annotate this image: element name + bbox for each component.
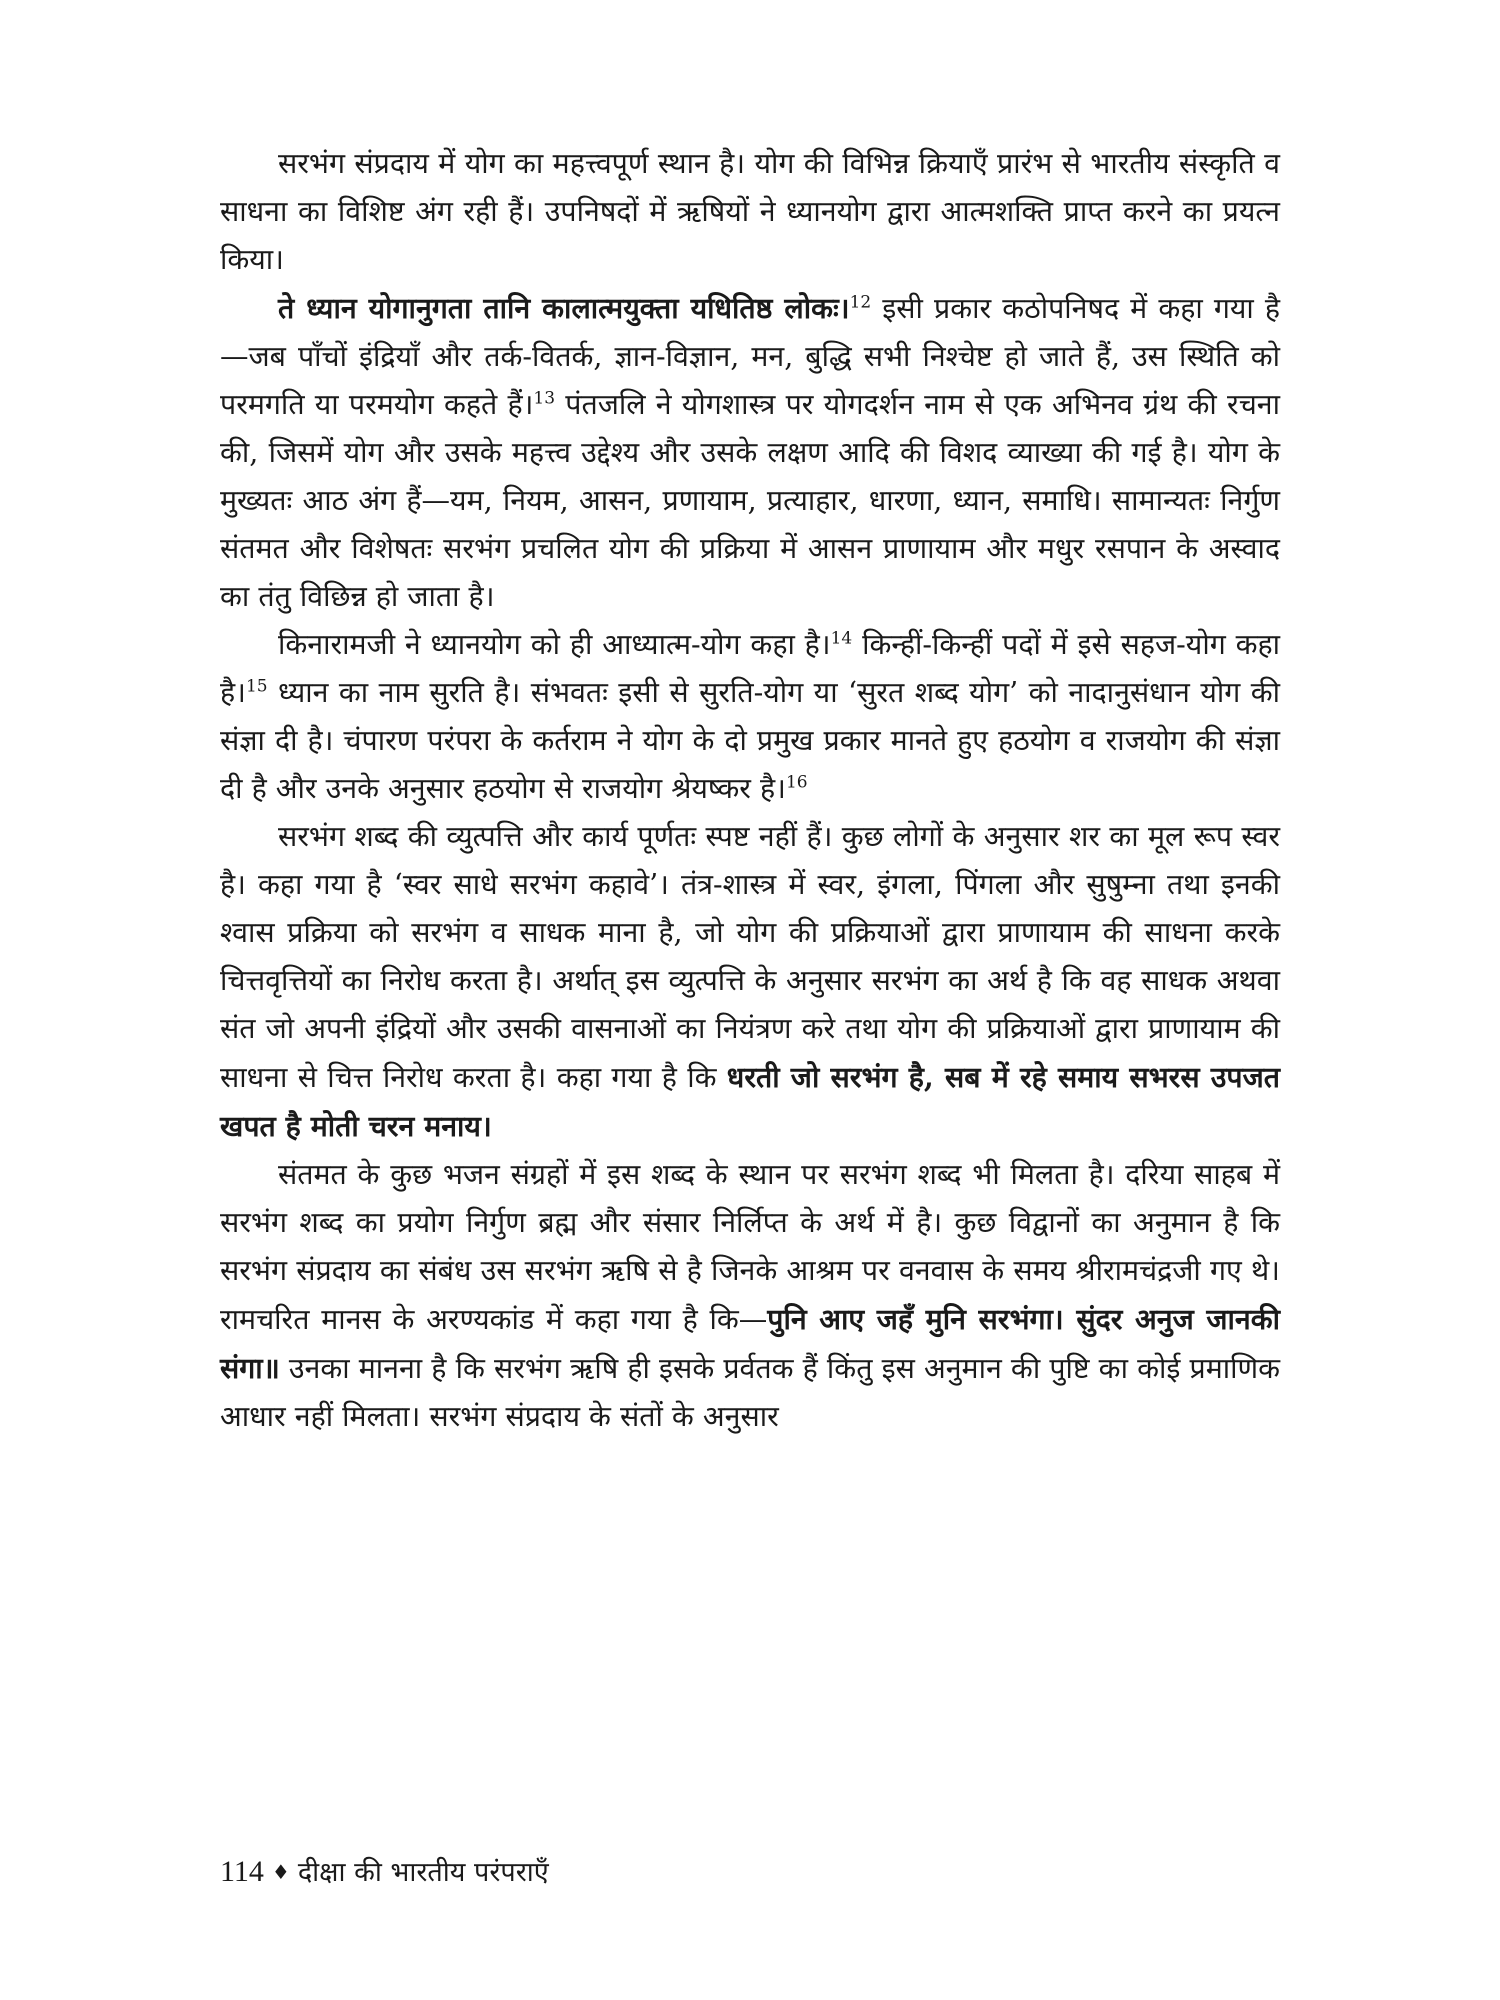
paragraph-1-text: सरभंग संप्रदाय में योग का महत्त्वपूर्ण स्थान है। योग की विभिन्न क्रियाएँ प्रारंभ से भारतीय संस्कृति व साधना का विशिष्ट अंग रही हैं। उपनिषदों में ऋषियों ने ध्यानयोग द्वारा आत्मशक्ति प्राप्त करने का प्रयत्न किया।	[220, 147, 1280, 276]
paragraph-2-text-a: इसी प्रकार कठोपनिषद में कहा गया है—जब पाँचों इंद्रियाँ और तर्क-वितर्क, ज्ञान-विज्ञान, मन, बुद्धि सभी निश्चेष्ट हो जाते हैं, उस स्थिति को परमगति या परमयोग कहते हैं।	[220, 292, 1281, 421]
sanskrit-quote-upanishad: ते ध्यान योगानुगता तानि कालात्मयुक्ता यधितिष्ठ लोकः।	[278, 291, 850, 325]
paragraph-3	[220, 621, 1280, 813]
paragraph-2-text-b: पंतजलि ने योगशास्त्र पर योगदर्शन नाम से एक अभिनव ग्रंथ की रचना की, जिसमें योग और उसके महत्त्व उद्देश्य और उसके लक्षण आदि की विशद व्याख्या की गई है। योग के मुख्यतः आठ अंग हैं—यम, नियम, आसन, प्रणायाम, प्रत्याहार, धारणा, ध्यान, समाधि। सामान्यतः निर्गुण संतमत और विशेषतः सरभंग प्रचलित योग की प्रक्रिया में आसन प्राणायाम और मधुर रसपान के अस्वाद का तंतु विछिन्न हो जाता है।	[220, 388, 1280, 613]
paragraph-5	[220, 1151, 1280, 1441]
page-footer	[220, 1852, 549, 1889]
diamond-separator-icon: ♦	[271, 1860, 290, 1884]
paragraph-3-text-c: ध्यान का नाम सुरति है। संभवतः इसी से सुरति-योग या ‘सुरत शब्द योग’ को नादानुसंधान योग की संज्ञा दी है। चंपारण परंपरा के कर्तराम ने योग के दो प्रमुख प्रकार मानते हुए हठयोग व राजयोग की संज्ञा दी है और उनके अनुसार हठयोग से राजयोग श्रेयष्कर है।	[220, 676, 1280, 805]
page-body	[220, 140, 1280, 1441]
footnote-ref-14[interactable]: 14	[830, 628, 853, 649]
footnote-ref-16[interactable]: 16	[785, 772, 808, 793]
doha-quote-dharti: धरती जो सरभंग है, सब में रहे समाय सभरस उपजत खपत है मोती चरन मनाय।	[220, 1060, 1280, 1143]
paragraph-3-text-b: किन्हीं-किन्हीं पदों में इसे सहज-योग कहा है।	[220, 628, 1280, 709]
footnote-ref-15[interactable]: 15	[245, 676, 268, 697]
paragraph-4	[220, 813, 1280, 1151]
footnote-ref-13[interactable]: 13	[533, 388, 556, 409]
page-number: 114	[220, 1855, 264, 1888]
paragraph-4-text: सरभंग शब्द की व्युत्पत्ति और कार्य पूर्णतः स्पष्ट नहीं हैं। कुछ लोगों के अनुसार शर का मूल रूप स्वर है। कहा गया है ‘स्वर साधे सरभंग कहावे’। तंत्र-शास्त्र में स्वर, इंगला, पिंगला और सुषुम्ना तथा इनकी श्वास प्रक्रिया को सरभंग व साधक माना है, जो योग की प्रक्रियाओं द्वारा प्राणायाम की साधना करके चित्तवृत्तियों का निरोध करता है। अर्थात् इस व्युत्पत्ति के अनुसार सरभंग का अर्थ है कि वह साधक अथवा संत जो अपनी इंद्रियों और उसकी वासनाओं का नियंत्रण करे तथा योग की प्रक्रियाओं द्वारा प्राणायाम की साधना से चित्त निरोध करता है। कहा गया है कि	[220, 820, 1280, 1094]
paragraph-2	[220, 284, 1280, 621]
book-title: दीक्षा की भारतीय परंपराएँ	[297, 1857, 549, 1888]
ramcharitmanas-quote: पुनि आए जहँ मुनि सरभंगा। सुंदर अनुज जानकी संगा॥	[220, 1302, 1280, 1385]
paragraph-3-text-a: किनारामजी ने ध्यानयोग को ही आध्यात्म-योग कहा है।	[278, 628, 831, 661]
paragraph-1	[220, 140, 1280, 284]
paragraph-5-text-b: उनका मानना है कि सरभंग ऋषि ही इसके प्रर्वतक हैं किंतु इस अनुमान की पुष्टि का कोई प्रमाणिक आधार नहीं मिलता। सरभंग संप्रदाय के संतों के अनुसार	[220, 1352, 1280, 1433]
footnote-ref-12[interactable]: 12	[849, 292, 872, 313]
paragraph-5-text-a: संतमत के कुछ भजन संग्रहों में इस शब्द के स्थान पर सरभंग शब्द भी मिलता है। दरिया साहब में सरभंग शब्द का प्रयोग निर्गुण ब्रह्म और संसार निर्लिप्त के अर्थ में है। कुछ विद्वानों का अनुमान है कि सरभंग संप्रदाय का संबंध उस सरभंग ऋषि से है जिनके आश्रम पर वनवास के समय श्रीरामचंद्रजी गए थे। रामचरित मानस के अरण्यकांड में कहा गया है कि—	[220, 1158, 1280, 1336]
